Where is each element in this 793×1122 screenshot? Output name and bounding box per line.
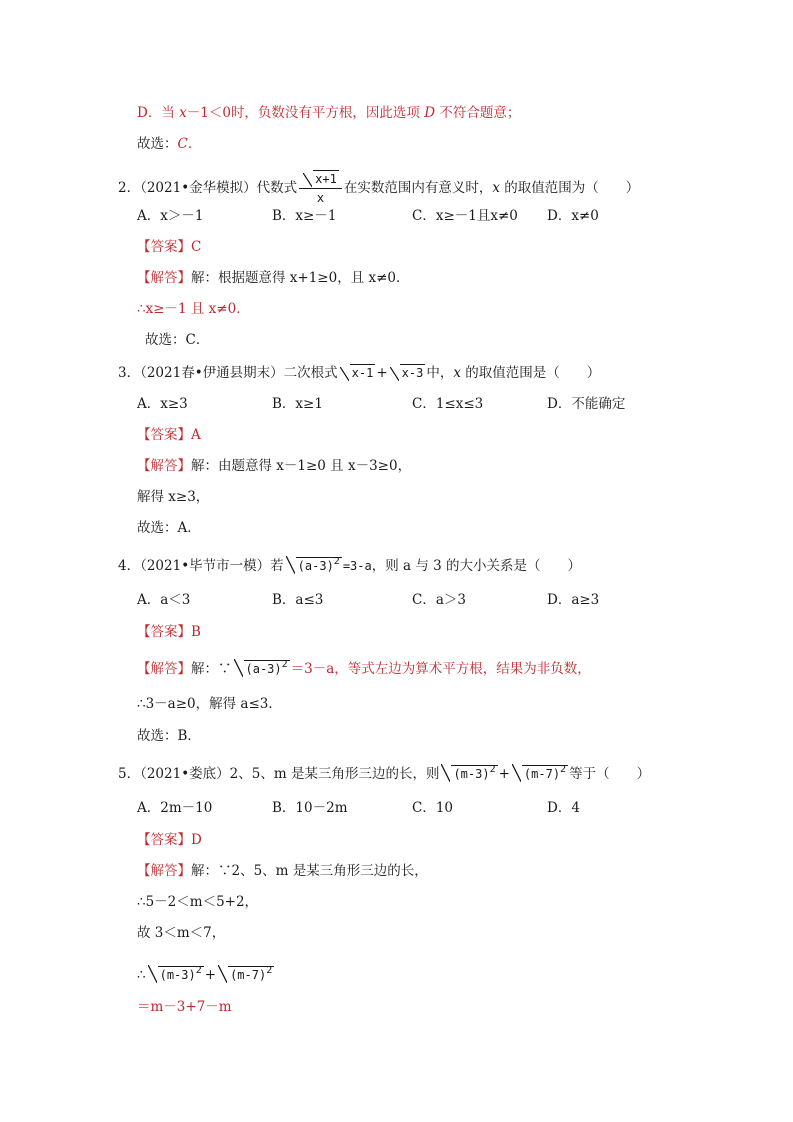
- radicand: (m-3): [453, 767, 490, 781]
- q4-option-b: B．a≤3: [272, 592, 324, 608]
- q4-answer: [137, 623, 201, 641]
- question-source: （2021•金华模拟）: [140, 180, 257, 196]
- text: 中，: [426, 365, 454, 381]
- q5-line3: 故 3＜m＜7，: [137, 925, 226, 941]
- q2-answer: [137, 238, 201, 256]
- denominator: x: [316, 191, 325, 205]
- q5-line5: ＝m－3+7－m: [137, 999, 232, 1015]
- q4-choose: 故选：B．: [137, 728, 201, 744]
- fraction: [299, 170, 342, 207]
- q3-solution: [137, 457, 411, 475]
- answer-label: 【答案】: [137, 239, 191, 255]
- text: ，则 a 与 3 的大小关系是（ ）: [371, 558, 582, 574]
- q2-solution: [137, 269, 410, 287]
- equation: =3-a: [342, 559, 372, 573]
- sqrt: [340, 364, 376, 382]
- exponent: 2: [266, 965, 273, 976]
- q2-stem: [118, 170, 639, 207]
- choose-value: C: [177, 136, 188, 152]
- choose-label: 故选：: [137, 136, 178, 152]
- q2-choose: 故选：C．: [145, 332, 210, 348]
- answer-label: 【答案】: [137, 427, 191, 443]
- var: x: [453, 365, 461, 381]
- q5-option-b: B．10－2m: [272, 800, 348, 816]
- q3-option-d: D．不能确定: [547, 396, 626, 412]
- exponent: 2: [281, 659, 288, 670]
- q4-stem: [118, 553, 581, 575]
- text: 二次根式: [283, 365, 338, 381]
- q5-option-c: C．10: [412, 800, 454, 816]
- exponent: 2: [560, 764, 567, 775]
- text: 2、5、m 是某三角形三边的长，则: [229, 766, 440, 782]
- radicand: (a-3): [297, 559, 334, 573]
- text: 若: [270, 558, 284, 574]
- radicand: x+1: [315, 172, 337, 186]
- radicand: (m-7): [230, 968, 267, 982]
- q1-option-d-analysis: [137, 104, 520, 122]
- text: 不符合题意；: [435, 105, 521, 121]
- answer-label: 【答案】: [137, 624, 191, 640]
- question-source: （2021•毕节市一模）: [140, 558, 271, 574]
- q3-option-a: A．x≥3: [137, 396, 188, 412]
- sqrt: [390, 364, 426, 382]
- question-number: 2．: [118, 180, 141, 196]
- text: ＝3－a，等式左边为算术平方根，结果为非负数，: [290, 661, 591, 677]
- answer-value: A: [191, 427, 201, 443]
- text: ．: [187, 136, 202, 152]
- sqrt: [512, 761, 568, 783]
- q5-option-d: D．4: [547, 800, 580, 816]
- text: ∴: [137, 967, 146, 983]
- sqrt: [218, 962, 274, 984]
- q4-line2: ∴3－a≥0，解得 a≤3．: [137, 696, 282, 712]
- q3-choose: 故选：A．: [137, 520, 201, 536]
- text: －1＜0时，负数没有平方根，因此选项: [186, 105, 425, 121]
- answer-value: D: [191, 832, 202, 848]
- q3-line2: 解得 x≥3，: [137, 489, 210, 505]
- radicand: (a-3): [245, 662, 282, 676]
- question-number: 5．: [118, 766, 141, 782]
- exponent: 2: [489, 764, 496, 775]
- answer-label: 【答案】: [137, 832, 191, 848]
- q3-option-b: B．x≥1: [272, 396, 323, 412]
- exponent: 2: [333, 556, 340, 567]
- q1-choose: [137, 135, 201, 153]
- q3-stem: [118, 364, 600, 382]
- solution-text: 解：∵2、5、m 是某三角形三边的长，: [191, 863, 428, 879]
- sqrt: [234, 656, 290, 678]
- text: 解：∵: [191, 661, 232, 677]
- q2-option-b: B．x≥－1: [272, 208, 337, 224]
- text: 代数式: [256, 180, 298, 196]
- solution-label: 【解答】: [137, 458, 191, 474]
- var: x: [179, 105, 187, 121]
- question-number: 3．: [118, 365, 141, 381]
- solution-label: 【解答】: [137, 270, 191, 286]
- sqrt: [286, 553, 342, 575]
- solution-label: 【解答】: [137, 863, 191, 879]
- q5-line2: ∴5－2＜m＜5+2，: [137, 894, 259, 910]
- radicand: x-1: [351, 366, 374, 380]
- sqrt: [441, 761, 497, 783]
- radicand: (m-3): [159, 968, 196, 982]
- q4-solution: [137, 656, 591, 678]
- q5-solution: [137, 862, 428, 880]
- var: x: [492, 180, 500, 196]
- plus: +: [498, 766, 510, 782]
- radicand: (m-7): [523, 767, 561, 781]
- text: D．当: [137, 105, 180, 121]
- question-source: （2021•娄底）: [140, 766, 230, 782]
- q2-option-c: C．x≥－1且x≠0: [412, 208, 518, 224]
- solution-text: 解：根据题意得 x+1≥0，且 x≠0．: [191, 270, 410, 286]
- q5-answer: [137, 831, 202, 849]
- question-source: （2021春•伊通县期末）: [140, 365, 284, 381]
- q2-line2: ∴x≥－1 且 x≠0．: [137, 301, 250, 317]
- sqrt: [303, 170, 339, 188]
- solution-text: 解：由题意得 x－1≥0 且 x－3≥0，: [191, 458, 412, 474]
- exponent: 2: [195, 965, 202, 976]
- question-number: 4．: [118, 558, 141, 574]
- q2-option-a: A．x＞－1: [137, 208, 204, 224]
- text: 等于（ ）: [569, 766, 651, 782]
- q4-option-c: C．a＞3: [412, 592, 466, 608]
- text: 的取值范围是（ ）: [460, 365, 601, 381]
- q5-stem: [118, 761, 650, 783]
- q3-answer: [137, 426, 201, 444]
- text: 的取值范围为（ ）: [499, 180, 640, 196]
- q4-option-d: D．a≥3: [547, 592, 600, 608]
- text: 在实数范围内有意义时，: [343, 180, 493, 196]
- var: D: [424, 105, 436, 121]
- answer-value: B: [191, 624, 201, 640]
- plus: +: [376, 365, 388, 381]
- sqrt: [148, 962, 204, 984]
- q5-option-a: A．2m－10: [137, 800, 213, 816]
- q3-option-c: C．1≤x≤3: [412, 396, 484, 412]
- q5-line4: [137, 962, 275, 984]
- plus: +: [204, 967, 217, 983]
- q4-option-a: A．a＜3: [137, 592, 191, 608]
- radicand: x-3: [401, 366, 424, 380]
- q2-option-d: D．x≠0: [547, 208, 599, 224]
- answer-value: C: [191, 239, 202, 255]
- solution-label: 【解答】: [137, 661, 191, 677]
